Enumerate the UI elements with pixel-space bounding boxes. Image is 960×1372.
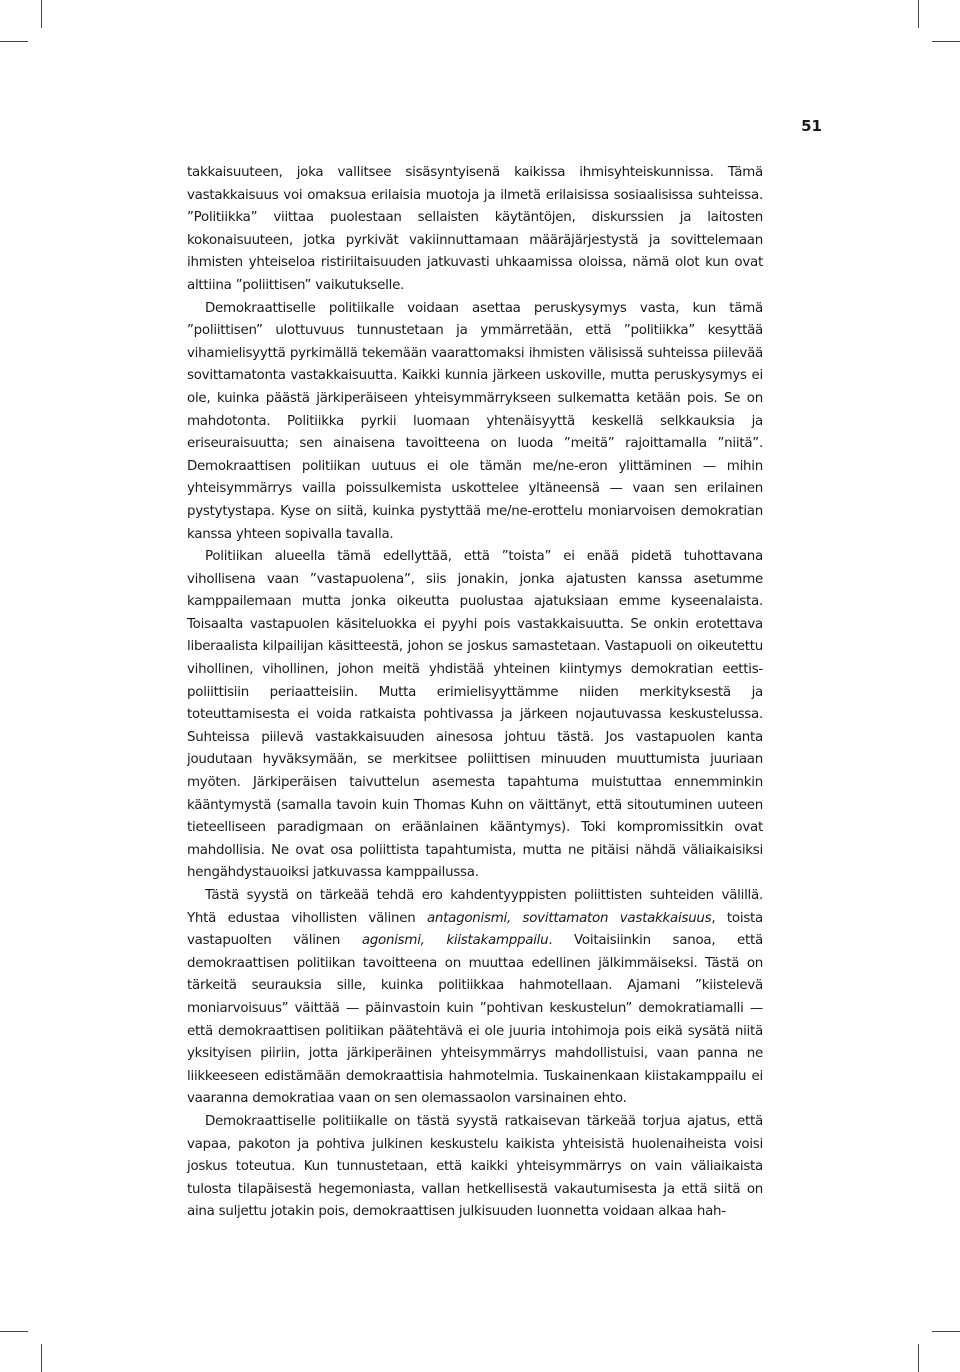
text-run: Demokraattiselle politiikalle voidaan asettaa peruskysymys vasta, kun tämä ”poliittisen” ulottuvuus tunnustetaan ja ymmärretään, että ”politiikka” kesyttää vihamielisyyttä pyrkimällä tekemään vaarattomaksi ihmisten välisissä suhteissa piilevää sovittamatonta vastakkaisuutta. Kaikki kunnia järkeen uskoville, mutta peruskysymys ei ole, kuinka päästä järkiperäiseen yhteisymmärrykseen sulkematta ketään pois. Se on mahdotonta. Politiikka pyrkii luomaan yhtenäisyyttä keskellä selkkauksia ja eriseuraisuutta; sen ainaisena tavoitteena on luoda ”meitä” rajoittamalla ”niitä”. Demokraattisen politiikan uutuus ei ole tämän me/ne-eron ylittäminen — mihin yhteisymmärrys vailla poissulkemista uskottelee yltäneensä — vaan sen erilainen pystytystapa. Kyse on siitä, kuinka pystyttää me/ne-erottelu moniarvoisen demokratian kanssa yhteen sopivalla tavalla. — [187, 300, 763, 542]
crop-mark-top-right-horizontal — [932, 41, 960, 42]
page-number: 51 — [801, 117, 822, 135]
paragraph-4 — [187, 885, 763, 1111]
paragraph-3 — [187, 546, 763, 885]
text-run: . Voitaisiinkin sanoa, että demokraattisen politiikan tavoitteena on muuttaa edellinen jälkimmäiseksi. Tästä on tärkeitä seurauksia sille, kuinka politiikkaa hahmotellaan. Ajamani ”kiistelevä moniarvoisuus” väittää — päinvastoin kuin ”pohtivan keskustelun” demokratiamalli — että demokraattisen politiikan päätehtävä ei ole juuria intohimoja pois eikä sysätä niitä yksityisen piiriin, jotta järkiperäinen yhteisymmärrys mahdollistuisi, vaan panna ne liikkeeseen edistämään demokraattisia hahmotelmia. Tuskainenkaan kiistakamppailu ei vaaranna demokratiaa vaan on sen olemassaolon varsinainen ehto. — [187, 933, 764, 1107]
italic-text: antagonismi, sovittamaton vastakkaisuus — [426, 910, 712, 926]
crop-mark-bottom-right-vertical — [918, 1344, 919, 1372]
crop-mark-top-left-horizontal — [0, 41, 28, 42]
body-text — [187, 162, 763, 1224]
crop-mark-top-right-vertical — [918, 0, 919, 28]
paragraph-2 — [187, 298, 763, 547]
crop-mark-bottom-right-horizontal — [932, 1331, 960, 1332]
text-run: Demokraattiselle politiikalle on tästä syystä ratkaisevan tärkeää torjua ajatus, että vapaa, pakoton ja pohtiva julkinen keskustelu kaikista yhteisistä huolenaiheista voisi joskus toteutua. Kun tunnustetaan, että kaikki yhteisymmärrys on vain väliaikaista tulosta tilapäisestä hegemoniasta, vallan hetkellisestä vakautumisesta ja että siitä on aina suljettu jotakin pois, demokraattisen julkisuuden luonnetta voidaan alkaa hah- — [187, 1113, 763, 1220]
paragraph-5 — [187, 1111, 763, 1224]
text-run: Politiikan alueella tämä edellyttää, että ”toista” ei enää pidetä tuhottavana vihollisena vaan ”vastapuolena”, siis jonakin, jonka ajatusten kanssa asetumme kamppailemaan mutta jonka oikeutta puolustaa ajatuksiaan emme kyseenalaista. Toisaalta vastapuolen käsiteluokka ei pyyhi pois vastakkaisuutta. Se onkin erotettava liberaalista kilpailijan käsitteestä, johon se joskus samastetaan. Vastapuoli on oikeutettu vihollinen, vihollinen, johon meitä yhdistää yhteinen kiintymys demokratian eettis-poliittisiin periaatteisiin. Mutta erimielisyyttämme niiden merkityksestä ja toteuttamisesta ei voida ratkaista pohtivassa ja järkeen nojautuvassa keskustelussa. Suhteissa piilevä vastakkaisuuden ainesosa johtuu tästä. Jos vastapuolen kanta joudutaan hyväksymään, se merkitsee poliittisen minuuden muuttumista juuriaan myöten. Järkiperäisen taivuttelun asemesta tapahtuma muistuttaa ennemminkin kääntymystä (samalla tavoin kuin Thomas Kuhn on väittänyt, että sitoutuminen uuteen tieteelliseen paradigmaan on eräänlainen kääntymys). Toki kompromissitkin ovat mahdollisia. Ne ovat osa poliittista tapahtumista, mutta ne pitäisi nähdä väliaikaisiksi hengähdystauoiksi jatkuvassa kamppailussa. — [187, 549, 763, 881]
italic-text: agonismi, kiistakamppailu — [361, 933, 549, 949]
crop-mark-bottom-left-horizontal — [0, 1331, 28, 1332]
text-run: Tästä syystä on tärkeää tehdä ero kahdentyyppisten poliittisten suhteiden välillä. Yhtä edustaa vihollisten välinen — [187, 888, 763, 926]
paragraph-1 — [187, 162, 763, 298]
crop-mark-bottom-left-vertical — [41, 1344, 42, 1372]
text-run: , toista vastapuolten välinen — [187, 910, 764, 949]
crop-mark-top-left-vertical — [41, 0, 42, 28]
text-run: takkaisuuteen, joka vallitsee sisäsyntyisenä kaikissa ihmisyhteiskunnissa. Tämä vastakkaisuus voi omaksua erilaisia muotoja ja ilmetä erilaisissa sosiaalisissa suhteissa. ”Politiikka” viittaa puolestaan sellaisten käytäntöjen, diskurssien ja laitosten kokonaisuuteen, jotka pyrkivät vakiinnuttamaan määräjärjestystä ja sovittelemaan ihmisten yhteiseloa ristiriitaisuuden jatkuvasti uhkaamissa oloissa, nämä olot kun ovat alttiina ”poliittisen” vaikutukselle. — [187, 165, 763, 293]
